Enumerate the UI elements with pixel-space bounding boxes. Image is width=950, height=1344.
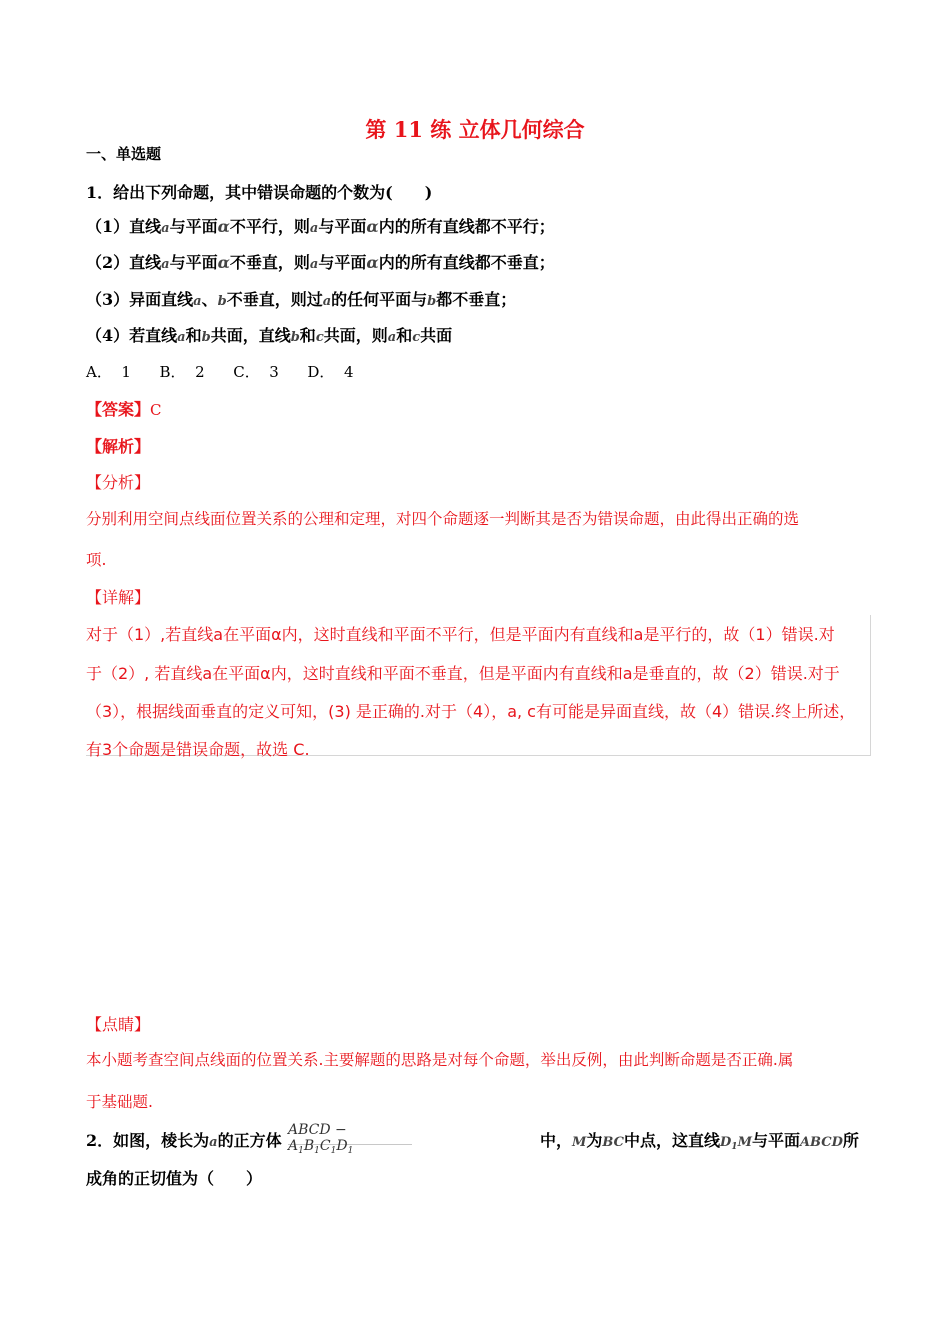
q1-proposition-2: （2）直线a与平面α不垂直，则a与平面α内的所有直线都不垂直； [86, 253, 555, 272]
answer-line: 【答案】C [86, 400, 162, 419]
dianjing-text-line-1: 本小题考查空间点线面的位置关系.主要解题的思路是对每个命题，举出反例，由此判断命题是否正确.属 [86, 1051, 794, 1069]
detail-line-3: （3），根据线面垂直的定义可知，(3) 是正确的.对于（4），a, c有可能是异面直线，故（4）错误.终上所述， [86, 702, 856, 721]
q1-proposition-4: （4）若直线a和b共面，直线b和c共面，则a和c共面 [86, 326, 453, 345]
cube-formula-image: ABCD − $A_1B_1C_1D_1$ [288, 1122, 412, 1145]
q2-stem-part-2: 中，M为BC中点，这直线$D_1M$与平面ABCD所 [540, 1131, 859, 1152]
fenxi-label: 【分析】 [86, 473, 151, 492]
dianjing-label: 【点睛】 [86, 1015, 151, 1034]
detail-line-1: 对于（1）,若直线a在平面α内，这时直线和平面不平行，但是平面内有直线和a是平行的，故（1）错误.对 [86, 625, 835, 644]
q2-stem-line-2: 成角的正切值为（ ） [86, 1169, 263, 1188]
q2-stem-part-1: 2．如图，棱长为a的正方体 [86, 1131, 282, 1150]
fenxi-text-line-2: 项. [86, 551, 107, 569]
detail-line-4: 有3个命题是错误命题，故选 C. [86, 740, 310, 759]
detail-line-2: 于（2）, 若直线a在平面α内，这时直线和平面不垂直，但是平面内有直线和a是垂直的，故（2）错误.对于 [86, 664, 840, 683]
detail-label: 【详解】 [86, 588, 151, 607]
q1-proposition-1: （1）直线a与平面α不平行，则a与平面α内的所有直线都不平行； [86, 217, 555, 236]
q1-options: A． 1 B． 2 C． 3 D． 4 [86, 363, 354, 381]
fenxi-text-line-1: 分别利用空间点线面位置关系的公理和定理，对四个命题逐一判断其是否为错误命题，由此得出正确的选 [86, 510, 800, 528]
q1-stem: 1．给出下列命题，其中错误命题的个数为( ) [86, 183, 433, 202]
dianjing-text-line-2: 于基础题. [86, 1093, 153, 1111]
detail-box [86, 615, 871, 759]
page-title: 第 11 练 立体几何综合 [365, 117, 585, 142]
q1-proposition-3: （3）异面直线a、b不垂直，则过a的任何平面与b都不垂直； [86, 290, 517, 309]
analysis-label: 【解析】 [86, 437, 151, 456]
section-heading: 一、单选题 [86, 145, 162, 163]
